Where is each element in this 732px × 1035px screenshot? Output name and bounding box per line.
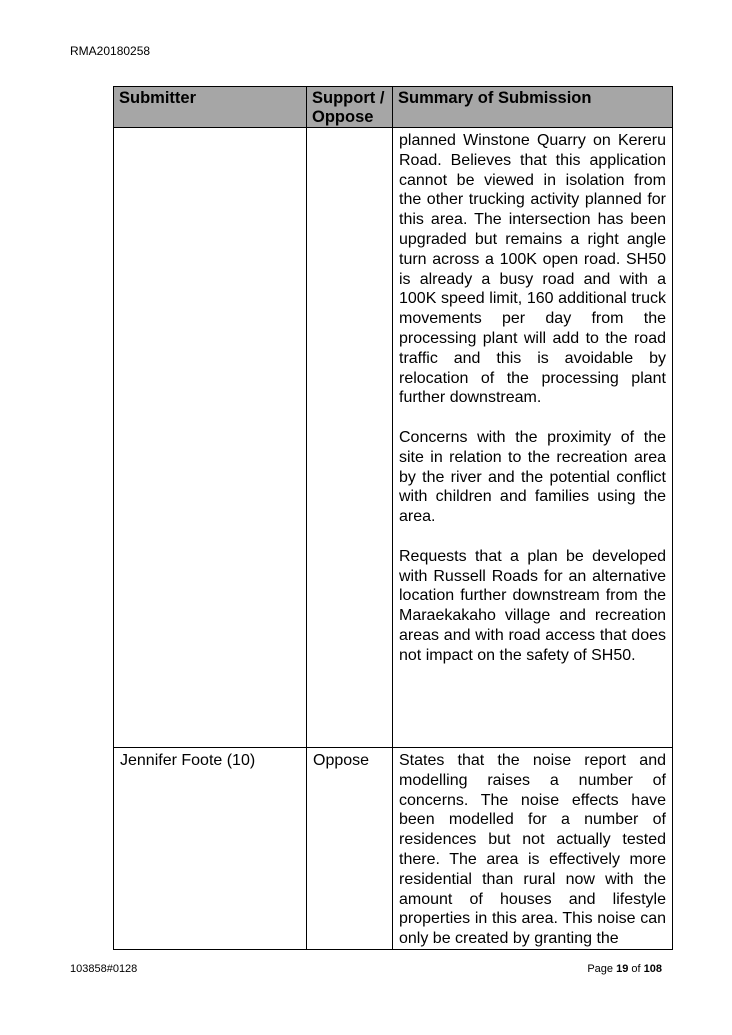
summary-paragraph: States that the noise report and modelling raises a number of concerns. The noise effects have been modelled for a number of residences but not actually tested there. The area is effectively more residential than rural now with the amount of houses and lifestyle properties in this area. This noise can only be created by granting the	[399, 752, 666, 948]
summary-cell	[393, 128, 673, 748]
table-row	[114, 128, 673, 748]
summary-cell	[393, 748, 673, 950]
footer-reference: 103858#0128	[70, 963, 138, 975]
summary-paragraph: planned Winstone Quarry on Kereru Road. Believes that this application cannot be viewed in isolation from the other trucking activity planned for this area. The intersection has been upgraded but remains a right angle turn across a 100K open road. SH50 is already a busy road and with a 100K speed limit, 160 additional truck movements per day from the processing plant will add to the road traffic and this is avoidable by relocation of the processing plant further downstream.	[399, 132, 666, 407]
total-pages: 108	[643, 963, 662, 975]
table-row	[114, 748, 673, 950]
header-summary: Summary of Submission	[393, 87, 673, 128]
page-number	[587, 963, 662, 975]
submitter-cell	[114, 128, 307, 748]
header-submitter: Submitter	[114, 87, 307, 128]
position-cell: Oppose	[307, 748, 393, 950]
submitter-cell: Jennifer Foote (10)	[114, 748, 307, 950]
page-of: of	[631, 963, 641, 975]
document-id: RMA20180258	[70, 44, 151, 58]
header-support-oppose: Support / Oppose	[307, 87, 393, 128]
position-cell	[307, 128, 393, 748]
summary-paragraph: Requests that a plan be developed with Russell Roads for an alternative location further downstream from the Maraekakaho village and recreation areas and with road access that does not impact on the safety of SH50.	[399, 547, 666, 664]
page-prefix: Page	[587, 963, 614, 975]
table-header-row	[114, 87, 673, 128]
current-page: 19	[616, 963, 629, 975]
submissions-table	[113, 86, 673, 950]
summary-paragraph: Concerns with the proximity of the site in relation to the recreation area by the river and the potential conflict with children and families using the area.	[399, 428, 666, 526]
